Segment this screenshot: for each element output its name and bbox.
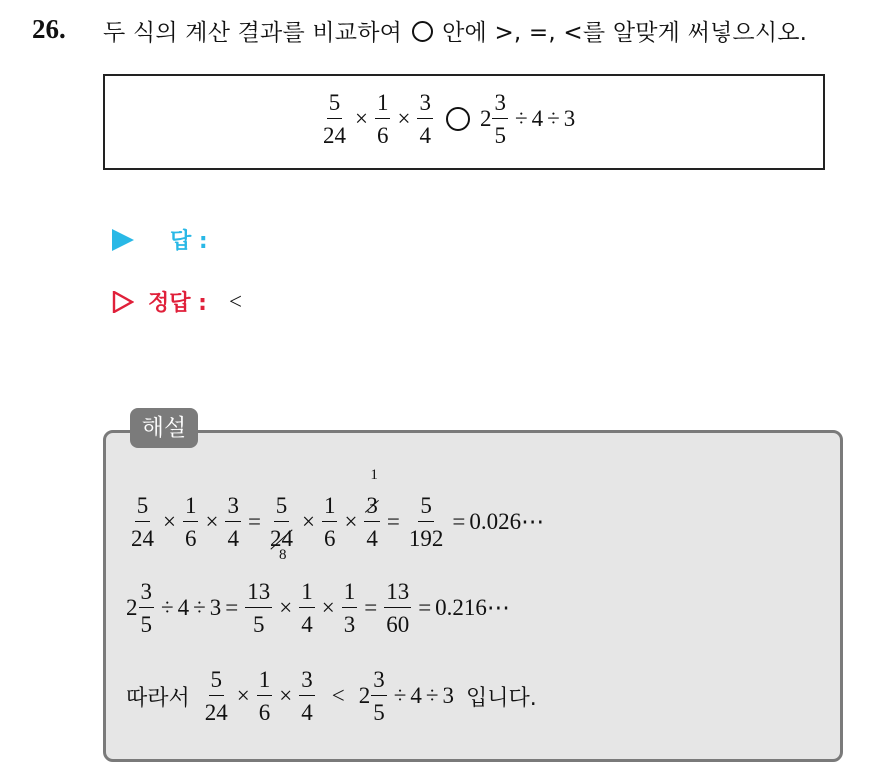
fraction: $\frac{3}{4}$: [227, 493, 239, 551]
reduced-numerator: 1: [370, 467, 378, 483]
equals-sign: =: [386, 509, 400, 534]
answer-label: 답 :: [170, 229, 208, 254]
solution-line-1: [126, 467, 545, 563]
answer-blank-circle[interactable]: [446, 107, 470, 131]
times-sign: ×: [163, 509, 176, 534]
divisor: 4: [177, 595, 190, 620]
outline-triangle-icon: [112, 291, 134, 313]
divisor: 4: [410, 683, 422, 708]
div-sign: ÷: [161, 595, 174, 620]
fraction: $\frac{1}{6}$: [184, 493, 197, 551]
solution-tag: 해설: [130, 408, 198, 448]
fraction: $\frac{5}{24}$: [323, 90, 346, 148]
decimal-value: 0.026⋯: [469, 509, 545, 534]
question-number: 26.: [32, 14, 66, 44]
question-text-after: 안에 >, =, <를 알맞게 써넣으시오.: [442, 20, 808, 46]
decimal-value: 0.216⋯: [435, 595, 510, 620]
cancelled-denominator: 24: [269, 526, 293, 551]
divisor: 3: [563, 106, 576, 131]
equals-sign: =: [418, 595, 432, 620]
times-sign: ×: [301, 509, 315, 534]
times-sign: ×: [397, 106, 411, 131]
compare-sign: <: [331, 683, 345, 708]
correct-answer-label: 정답 :: [148, 291, 207, 316]
times-sign: ×: [321, 595, 335, 620]
fraction: $\frac{13}{60}$: [386, 579, 410, 637]
answer-row: [112, 224, 208, 255]
fraction: $\frac{5}{24}$: [204, 667, 228, 725]
cancelled-numerator: 3: [366, 493, 378, 518]
equals-sign: =: [247, 509, 261, 534]
div-sign: ÷: [193, 595, 206, 620]
fraction-cancelled: 5 24 8: [269, 493, 293, 563]
question-text-before: 두 식의 계산 결과를 비교하여: [103, 20, 403, 46]
equals-sign: =: [225, 595, 239, 620]
mixed-whole: 2: [358, 683, 371, 708]
fraction: $\frac{3}{5}$: [140, 579, 152, 637]
times-sign: ×: [279, 595, 293, 620]
fraction-cancelled: 1 3 4: [366, 467, 378, 551]
fraction: $\frac{3}{5}$: [373, 667, 385, 725]
div-sign: ÷: [514, 106, 528, 131]
times-sign: ×: [344, 509, 358, 534]
correct-answer-row: [112, 286, 242, 317]
times-sign: ×: [236, 683, 250, 708]
fraction: $\frac{5}{192}$: [408, 493, 444, 551]
solution-line-3: [126, 668, 537, 724]
mixed-whole: 2: [479, 106, 492, 131]
fraction: $\frac{1}{6}$: [376, 90, 389, 148]
play-triangle-icon: [112, 229, 134, 251]
divisor: 3: [209, 595, 222, 620]
div-sign: ÷: [425, 683, 439, 708]
problem-expression: [318, 91, 575, 147]
question-text: [103, 14, 807, 47]
div-sign: ÷: [547, 106, 560, 131]
times-sign: ×: [355, 106, 368, 131]
divisor: 3: [442, 683, 454, 708]
fraction: $\frac{13}{5}$: [247, 579, 271, 637]
fraction: $\frac{3}{4}$: [419, 90, 431, 148]
fraction: $\frac{1}{3}$: [343, 579, 356, 637]
fraction: $\frac{5}{24}$: [131, 493, 154, 551]
mixed-whole: 2: [126, 595, 138, 620]
fraction: $\frac{1}{6}$: [323, 493, 336, 551]
fraction: $\frac{1}{6}$: [258, 667, 271, 725]
equals-sign: =: [364, 595, 378, 620]
div-sign: ÷: [393, 683, 407, 708]
times-sign: ×: [205, 509, 219, 534]
conclusion-suffix: 입니다.: [465, 685, 537, 711]
fraction: $\frac{1}{4}$: [301, 579, 313, 637]
fraction: $\frac{3}{4}$: [301, 667, 313, 725]
equals-sign: =: [452, 509, 466, 534]
times-sign: ×: [279, 683, 293, 708]
blank-circle-icon: [412, 21, 433, 42]
divisor: 4: [531, 106, 544, 131]
correct-answer-value: <: [228, 288, 242, 314]
reduced-denominator: 8: [278, 547, 287, 563]
conclusion-prefix: 따라서: [126, 685, 190, 711]
fraction: $\frac{3}{5}$: [494, 90, 506, 148]
solution-line-2: [126, 580, 510, 636]
